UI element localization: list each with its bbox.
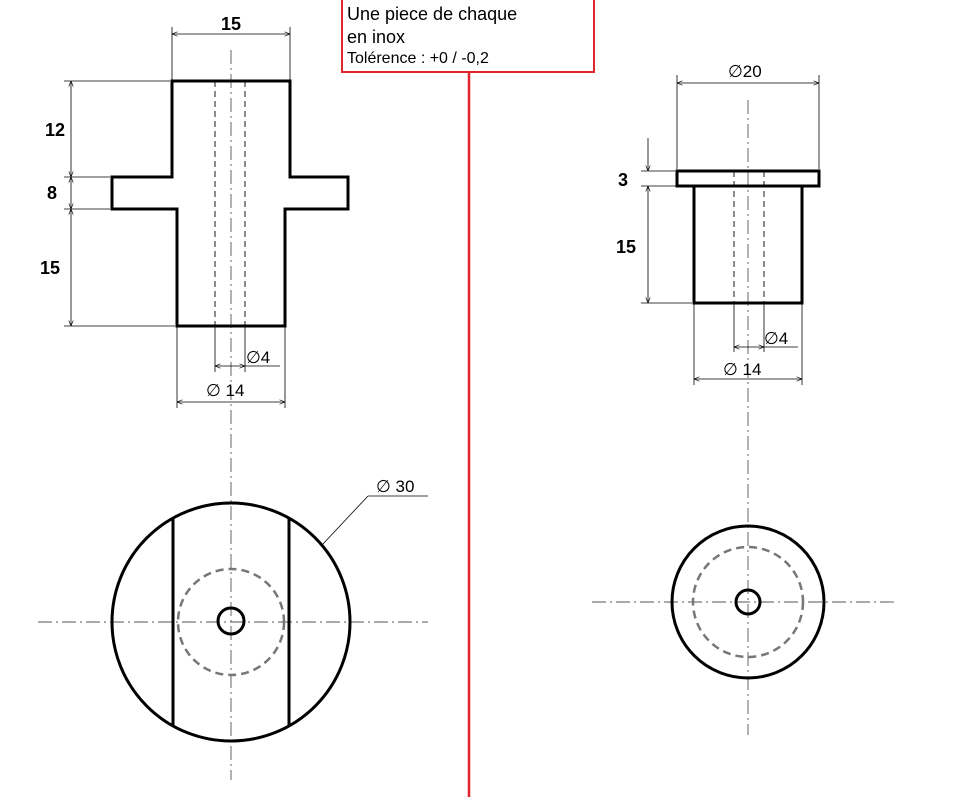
right-dim-body-dia: ∅ 14 (723, 360, 762, 379)
right-dim-head-dia: ∅20 (728, 62, 762, 81)
note-line-1: Une piece de chaque (347, 4, 518, 24)
right-dim-head-thickness: 3 (617, 170, 629, 190)
material-note-box (341, 0, 595, 73)
left-dim-height-top: 12 (44, 120, 66, 140)
right-part-top-view (592, 526, 895, 678)
right-dim-body-height: 15 (615, 237, 637, 257)
note-line-2: en inox (347, 27, 406, 47)
left-dim-height-bottom: 15 (39, 258, 61, 278)
right-part-front-view (641, 75, 819, 735)
left-dim-top-width: 15 (220, 14, 242, 34)
left-dim-body-dia: ∅ 14 (206, 381, 245, 400)
left-dim-outer-dia: ∅ 30 (376, 477, 415, 496)
right-dim-bore: ∅4 (764, 329, 789, 348)
left-dim-flange: 8 (46, 183, 58, 203)
left-dim-bore: ∅4 (246, 348, 271, 367)
left-part-top-view (38, 496, 428, 741)
note-tolerance: Tolérence : +0 / -0,2 (347, 50, 489, 67)
left-part-front-view (64, 27, 348, 780)
